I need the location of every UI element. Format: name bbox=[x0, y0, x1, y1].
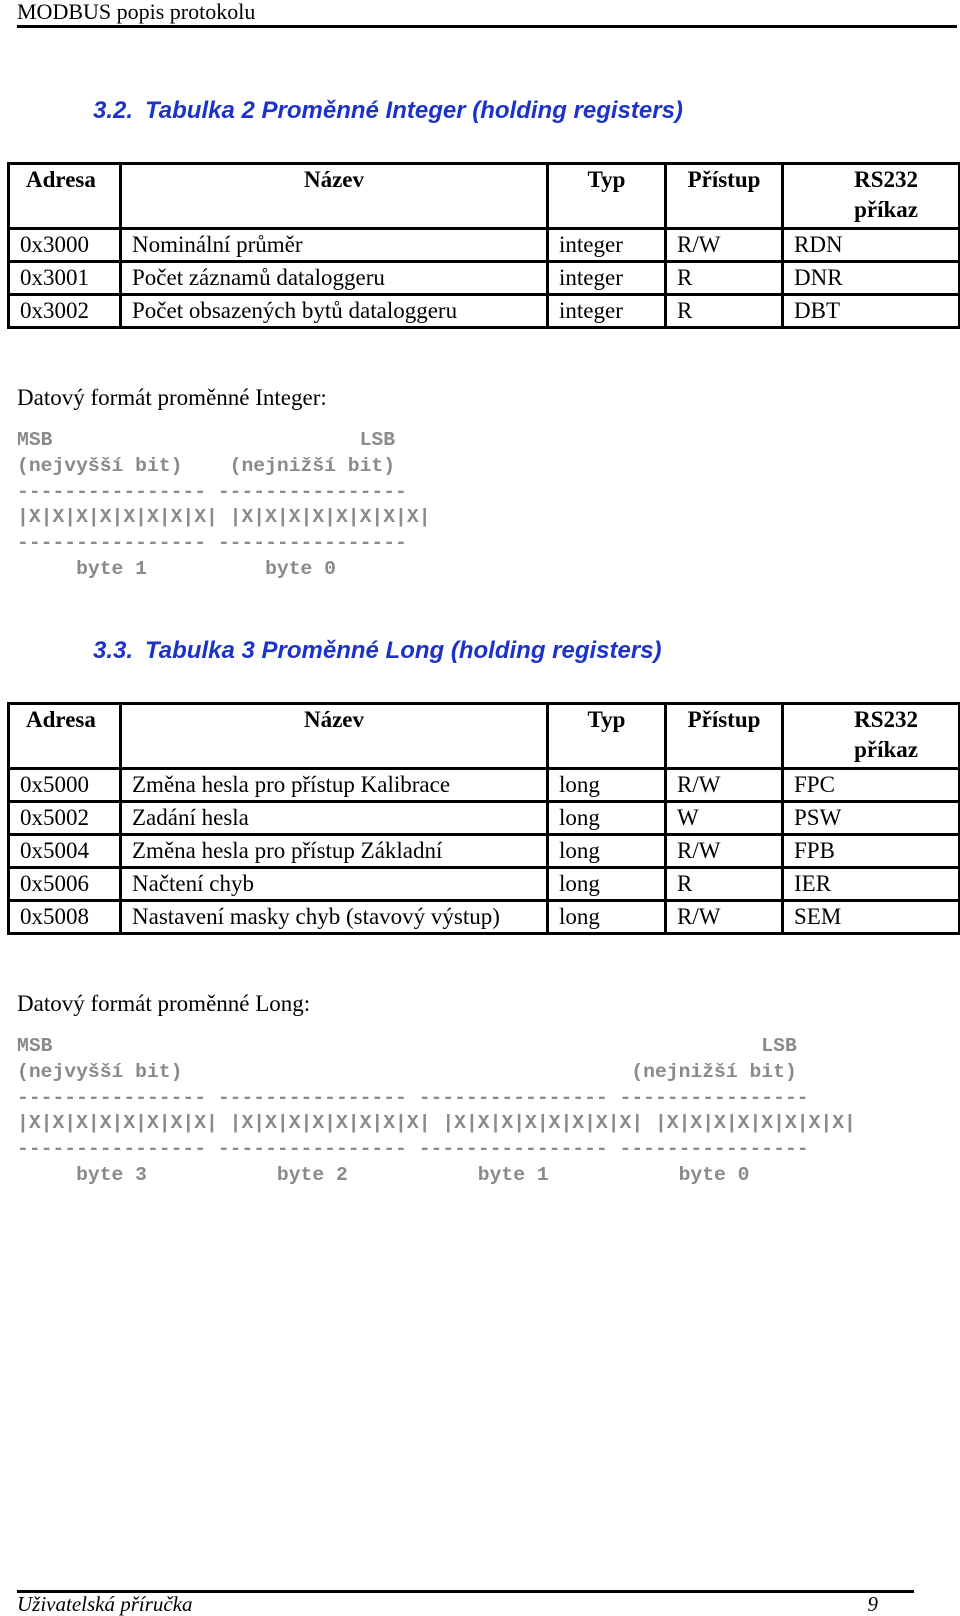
footer-title: Uživatelská příručka bbox=[17, 1592, 193, 1616]
table-row bbox=[9, 295, 960, 328]
long-registers-table bbox=[7, 702, 960, 935]
section-title-text: Tabulka 2 Proměnné Integer (holding registers) bbox=[145, 97, 683, 124]
cell-command: RDN bbox=[783, 229, 960, 262]
integer-registers-table bbox=[7, 162, 960, 329]
section-number: 3.2. bbox=[93, 97, 134, 124]
table-row bbox=[9, 802, 960, 835]
cell-access: R bbox=[666, 295, 783, 328]
table-row bbox=[9, 835, 960, 868]
cell-access: R bbox=[666, 262, 783, 295]
cell-name: Načtení chyb bbox=[121, 868, 548, 901]
table-row bbox=[9, 868, 960, 901]
cell-type: long bbox=[548, 802, 666, 835]
cell-name: Nastavení masky chyb (stavový výstup) bbox=[121, 901, 548, 934]
cell-command: SEM bbox=[783, 901, 960, 934]
cell-command: DBT bbox=[783, 295, 960, 328]
table-header-row bbox=[9, 164, 960, 229]
cell-access: R/W bbox=[666, 901, 783, 934]
column-header-rs232-line1: RS232 bbox=[854, 707, 918, 732]
column-header-rs232-command bbox=[783, 164, 960, 229]
column-header-name: Název bbox=[121, 164, 548, 229]
cell-type: integer bbox=[548, 295, 666, 328]
cell-type: long bbox=[548, 835, 666, 868]
cell-access: W bbox=[666, 802, 783, 835]
section-title-text: Tabulka 3 Proměnné Long (holding registers) bbox=[145, 637, 662, 664]
cell-type: long bbox=[548, 901, 666, 934]
cell-command: PSW bbox=[783, 802, 960, 835]
cell-type: long bbox=[548, 868, 666, 901]
long-format-diagram: MSB LSB (nejvyšší bit) (nejnižší bit) ---------------- ---------------- ---------------- ---------------- |X|X|X|X|X|X|X|X| |X|X|X|X|X|X|X|X| |X|X|X|X|X|X|X|X| |X|X|X|X|X|X|X|X| ---------------- ---------------- ---------------- ---------------- byte 3 byte 2 byte 1 byte 0 bbox=[17, 1035, 856, 1186]
column-header-address: Adresa bbox=[9, 704, 121, 769]
table-row bbox=[9, 769, 960, 802]
column-header-rs232-line1: RS232 bbox=[854, 167, 918, 192]
column-header-address: Adresa bbox=[9, 164, 121, 229]
running-header bbox=[17, 0, 957, 28]
cell-name: Změna hesla pro přístup Kalibrace bbox=[121, 769, 548, 802]
cell-address: 0x5002 bbox=[9, 802, 121, 835]
column-header-rs232-line2: příkaz bbox=[854, 737, 918, 762]
table-row bbox=[9, 229, 960, 262]
cell-type: long bbox=[548, 769, 666, 802]
cell-name: Počet obsazených bytů dataloggeru bbox=[121, 295, 548, 328]
cell-type: integer bbox=[548, 229, 666, 262]
table-row bbox=[9, 262, 960, 295]
column-header-access: Přístup bbox=[666, 704, 783, 769]
table-row bbox=[9, 901, 960, 934]
column-header-access: Přístup bbox=[666, 164, 783, 229]
cell-command: FPB bbox=[783, 835, 960, 868]
cell-name: Změna hesla pro přístup Základní bbox=[121, 835, 548, 868]
cell-name: Nominální průměr bbox=[121, 229, 548, 262]
cell-access: R/W bbox=[666, 769, 783, 802]
cell-access: R/W bbox=[666, 229, 783, 262]
running-footer bbox=[17, 1590, 914, 1615]
cell-name: Zadání hesla bbox=[121, 802, 548, 835]
cell-address: 0x3001 bbox=[9, 262, 121, 295]
cell-address: 0x5004 bbox=[9, 835, 121, 868]
cell-address: 0x3002 bbox=[9, 295, 121, 328]
column-header-rs232-line2: příkaz bbox=[854, 197, 918, 222]
cell-address: 0x3000 bbox=[9, 229, 121, 262]
column-header-type: Typ bbox=[548, 704, 666, 769]
cell-command: DNR bbox=[783, 262, 960, 295]
table-header-row bbox=[9, 704, 960, 769]
cell-command: IER bbox=[783, 868, 960, 901]
column-header-type: Typ bbox=[548, 164, 666, 229]
section-heading-long bbox=[93, 637, 662, 665]
cell-name: Počet záznamů dataloggeru bbox=[121, 262, 548, 295]
cell-address: 0x5000 bbox=[9, 769, 121, 802]
section-heading-integer bbox=[93, 97, 683, 125]
integer-format-diagram: MSB LSB (nejvyšší bit) (nejnižší bit) ---------------- ---------------- |X|X|X|X|X|X|X|X| |X|X|X|X|X|X|X|X| ---------------- ---------------- byte 1 byte 0 bbox=[17, 429, 431, 580]
integer-format-label: Datový formát proměnné Integer: bbox=[17, 385, 327, 410]
column-header-rs232-command bbox=[783, 704, 960, 769]
cell-type: integer bbox=[548, 262, 666, 295]
column-header-name: Název bbox=[121, 704, 548, 769]
section-number: 3.3. bbox=[93, 637, 134, 664]
cell-access: R/W bbox=[666, 835, 783, 868]
cell-access: R bbox=[666, 868, 783, 901]
page-number: 9 bbox=[867, 1592, 878, 1616]
document-title: MODBUS popis protokolu bbox=[17, 0, 256, 24]
cell-command: FPC bbox=[783, 769, 960, 802]
cell-address: 0x5008 bbox=[9, 901, 121, 934]
long-format-label: Datový formát proměnné Long: bbox=[17, 991, 311, 1016]
cell-address: 0x5006 bbox=[9, 868, 121, 901]
